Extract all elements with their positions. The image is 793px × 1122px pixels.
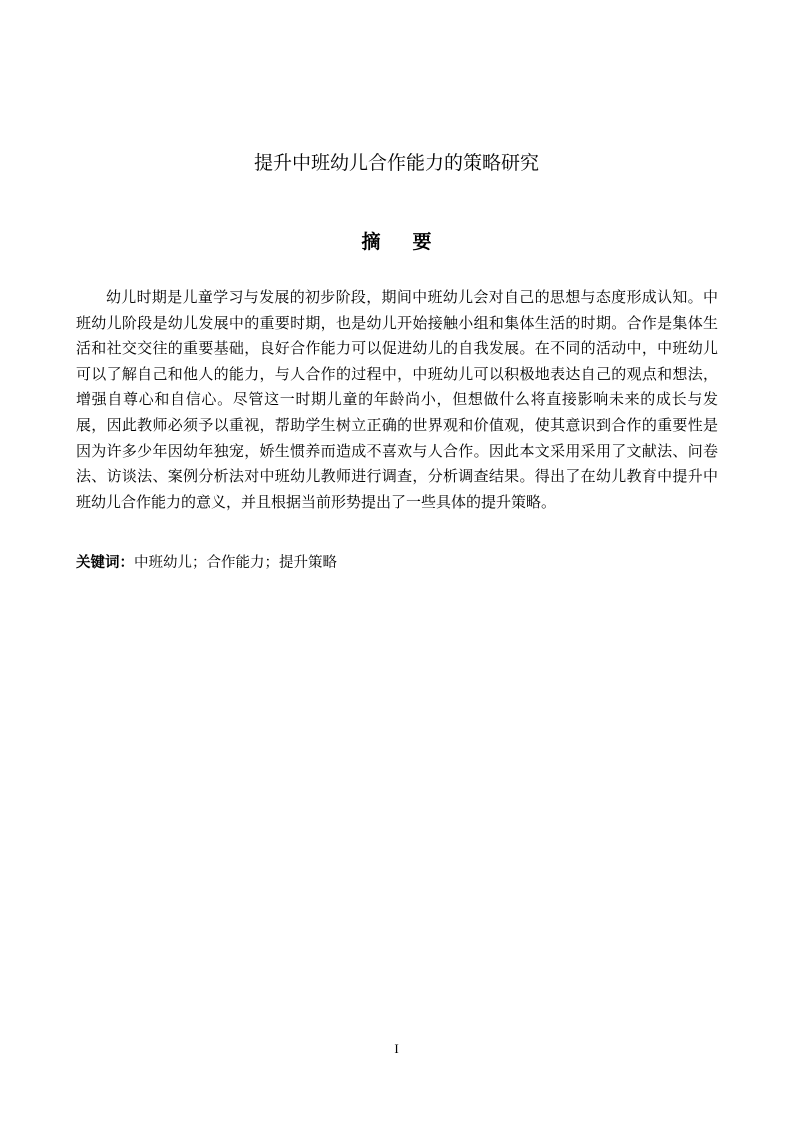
keywords-label: 关键词： [76,555,134,571]
keywords-line [76,552,718,574]
keywords-value: 中班幼儿；合作能力；提升策略 [134,555,337,571]
abstract-body: 幼儿时期是儿童学习与发展的初步阶段，期间中班幼儿会对自己的思想与态度形成认知。中班幼儿阶段是幼儿发展中的重要时期，也是幼儿开始接触小组和集体生活的时期。合作是集体生活和社交交往的重要基础，良好合作能力可以促进幼儿的自我发展。在不同的活动中，中班幼儿可以了解自己和他人的能力，与人合作的过程中，中班幼儿可以积极地表达自己的观点和想法，增强自尊心和自信心。尽管这一时期儿童的年龄尚小，但想做什么将直接影响未来的成长与发展，因此教师必须予以重视，帮助学生树立正确的世界观和价值观，使其意识到合作的重要性是因为许多少年因幼年独宠，娇生惯养而造成不喜欢与人合作。因此本文采用采用了文献法、问卷法、访谈法、案例分析法对中班幼儿教师进行调查，分析调查结果。得出了在幼儿教育中提升中班幼儿合作能力的意义，并且根据当前形势提出了一些具体的提升策略。 [76,288,718,511]
document-title: 提升中班幼儿合作能力的策略研究 [253,152,539,174]
abstract-heading-char-2: 要 [412,231,432,253]
abstract-heading [0,229,793,255]
abstract-heading-char-1: 摘 [361,231,381,253]
page-number: I [394,1041,399,1056]
